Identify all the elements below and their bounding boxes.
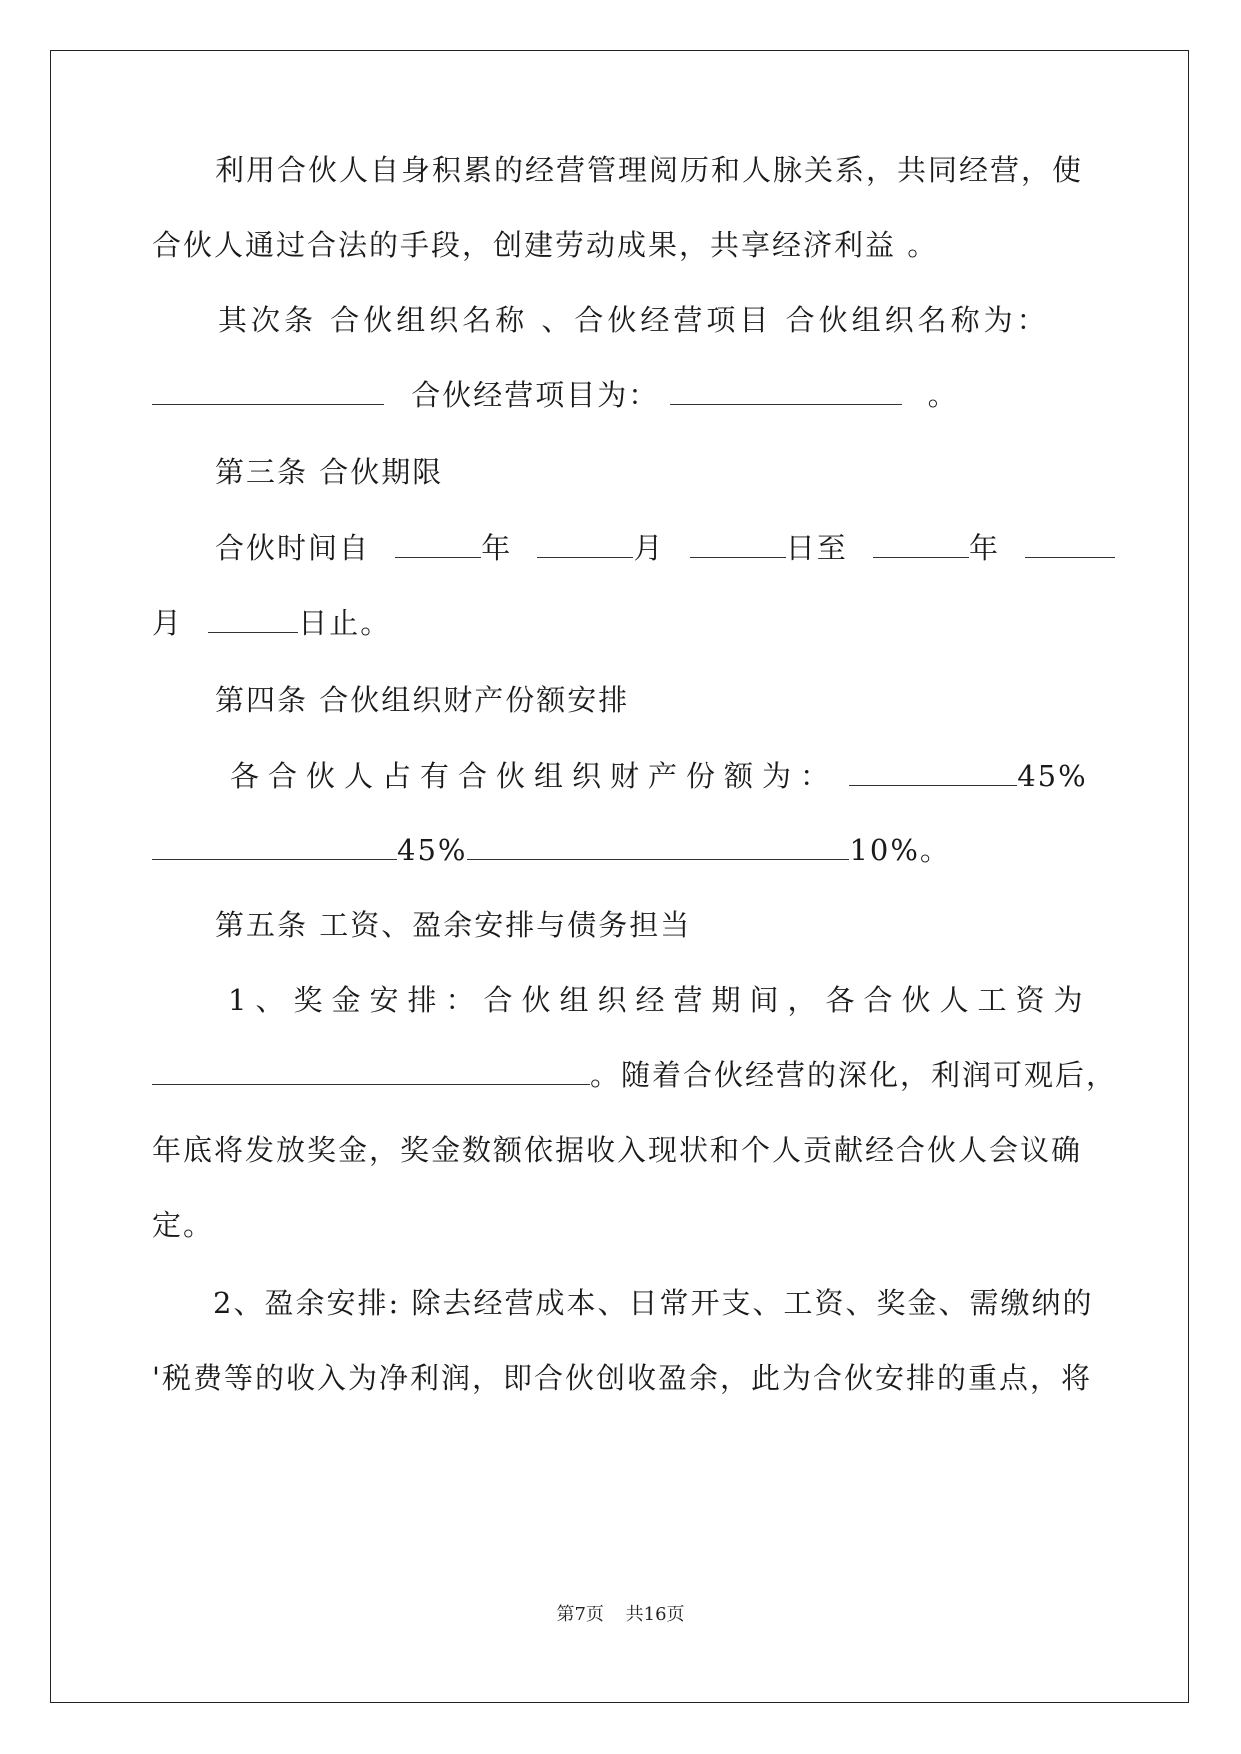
paragraph-line-1: 利用合伙人自身积累的经营管理阅历和人脉关系，共同经营，使 xyxy=(215,153,1084,187)
partnership-term-line: 合伙时间自 年 月 日至 年 xyxy=(215,528,1115,568)
bonus-clause-line-1: 1、奖金安排：合伙组织经营期间，各合伙人工资为 xyxy=(228,983,1092,1017)
partnership-term-line-2: 月 日止。 xyxy=(152,606,392,640)
blank-field xyxy=(690,531,786,558)
blank-field xyxy=(849,759,1017,786)
blank-field xyxy=(467,833,849,860)
page-border xyxy=(50,50,1189,1703)
article-2-line: 合伙经营项目为： 。 xyxy=(152,375,959,415)
blank-field xyxy=(152,1058,590,1085)
article-2-heading: 其次条 合伙组织名称 、合伙经营项目 合伙组织名称为： xyxy=(218,303,1050,337)
blank-field xyxy=(152,833,397,860)
page-number: 第7页 xyxy=(556,1604,604,1625)
total-pages: 共16页 xyxy=(625,1604,685,1625)
page-footer xyxy=(0,1603,1241,1627)
blank-field xyxy=(395,531,481,558)
article-5-heading: 第五条 工资、盈余安排与债务担当 xyxy=(215,908,692,942)
bonus-clause-line-3: 年底将发放奖金，奖金数额依据收入现状和个人贡献经合伙人会议确 xyxy=(152,1133,1083,1167)
blank-field xyxy=(873,531,969,558)
blank-field xyxy=(670,378,902,405)
article-4-heading: 第四条 合伙组织财产份额安排 xyxy=(215,683,630,717)
blank-field xyxy=(537,531,633,558)
blank-field xyxy=(208,606,298,633)
bonus-clause-line-4: 定。 xyxy=(152,1208,215,1242)
blank-field xyxy=(152,378,384,405)
surplus-clause-line-2: '税费等的收入为净利润，即合伙创收盈余，此为合伙安排的重点，将 xyxy=(152,1361,1092,1395)
paragraph-line-2: 合伙人通过合法的手段，创建劳动成果，共享经济利益 。 xyxy=(152,228,939,262)
surplus-clause-line-1: 2、盈余安排: 除去经营成本、日常开支、工资、奖金、需缴纳的 xyxy=(213,1286,1094,1320)
property-share-line-2: 45% 10%。 xyxy=(152,830,951,870)
blank-field xyxy=(1025,531,1115,558)
article-3-heading: 第三条 合伙期限 xyxy=(215,455,444,489)
property-share-line: 各合伙人占有合伙组织财产份额为： 45% xyxy=(230,759,1088,793)
bonus-clause-line-2: 。随着合伙经营的深化，利润可观后， xyxy=(152,1055,1117,1095)
